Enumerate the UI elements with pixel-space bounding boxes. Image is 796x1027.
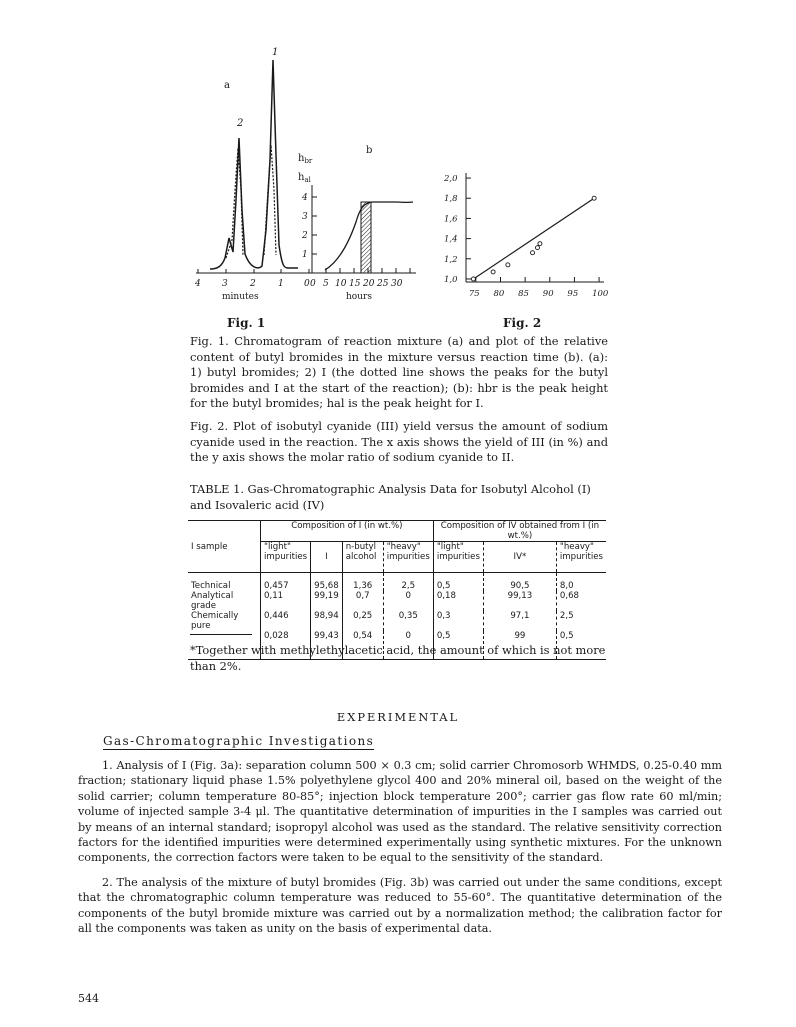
cell: 0,446 — [261, 611, 311, 631]
fig1a-ticks — [198, 269, 309, 273]
fig1b-ytick-3: 3 — [302, 212, 308, 222]
sample-header: I sample — [191, 541, 228, 552]
cell: 0,25 — [342, 611, 383, 631]
fig1b-ytick-2: 2 — [302, 231, 308, 241]
fig1b-xtick-15: 15 — [349, 279, 361, 289]
fig2-fit-line — [473, 198, 594, 279]
cell: 0,5 — [556, 631, 606, 660]
fig2-axes — [466, 173, 604, 282]
row-sample: Technical — [191, 581, 231, 591]
col-header-butyl: n-butyl alcohol — [342, 542, 383, 573]
cell: 97,1 — [483, 611, 556, 631]
row-sample: Analytical grade — [191, 591, 234, 611]
section-subheading: Gas-Chromatographic Investigations — [103, 734, 375, 748]
fig2-ytick-label: 1,8 — [444, 194, 458, 205]
fig2-point — [535, 246, 539, 250]
fig2-ticks — [466, 178, 599, 282]
fig2-ytick-labels — [443, 174, 458, 285]
fig1b-tag: b — [366, 145, 373, 156]
fig1-caption-title: Fig. 1. — [190, 334, 229, 348]
fig1a-tick-1: 1 — [278, 279, 284, 289]
cell: 0,35 — [383, 611, 433, 631]
fig1b-hatched-band — [361, 202, 371, 273]
col-header-iv: IV* — [483, 542, 556, 573]
fig2-point — [471, 277, 475, 281]
fig1b-xtick-5: 5 — [323, 279, 329, 289]
section-body — [78, 758, 722, 945]
section-heading: EXPERIMENTAL — [336, 710, 460, 724]
table-row-analytical — [188, 591, 606, 611]
table1 — [188, 520, 606, 660]
fig1a-tick-4: 4 — [195, 279, 201, 289]
cell: 99,19 — [311, 591, 343, 611]
cell: 0,68 — [556, 591, 606, 611]
cell: 0,5 — [433, 573, 483, 592]
page-number: 544 — [78, 992, 99, 1005]
cell: 95,68 — [311, 573, 343, 592]
fig2-xtick-label: 85 — [518, 289, 529, 299]
cell: 0,3 — [433, 611, 483, 631]
paragraph-1: 1. Analysis of I (Fig. 3a): separation column 500 × 0.3 cm; solid carrier Chromosorb WHMDS, 0.25-0.40 mm fraction; stationary liquid phase 1.5% polyethylene glycol 400 and 20% mineral oil, based on the weight of the solid carrier; column temperature 80-85°; injection block temperature 200°; carrier gas flow rate 60 ml/min; volume of injected sample 3-4 μl. The quantitative determination of impurities in the I samples was carried out by means of an internal standard; isopropyl alcohol was used as the standard. The relative sensitivity correction factors for the identified impurities were determined experimentally using synthetic mixtures. For the unknown components, the correction factors were taken to be equal to the sensitivity of the standard. — [78, 759, 722, 865]
cell: 0 — [383, 591, 433, 611]
fig1b-hal-label: $h_{al}$ — [298, 172, 311, 184]
fig1b-yticks — [312, 197, 317, 254]
fig2-xtick-label: 90 — [542, 289, 554, 299]
fig2-xtick-label: 100 — [592, 289, 609, 299]
cell: 0,7 — [342, 591, 383, 611]
fig1a-xlabel: minutes — [222, 292, 259, 302]
fig1b-xtick-30: 30 — [391, 279, 403, 289]
fig1b-xtick-20: 20 — [363, 279, 375, 289]
col-header-heavy-1: "heavy" impurities — [383, 542, 433, 573]
cell: 90,5 — [483, 573, 556, 592]
cell: 0,54 — [342, 631, 383, 660]
fig2-caption — [190, 419, 608, 466]
fig1-caption — [190, 334, 608, 412]
fig1b-xtick-10: 10 — [335, 279, 347, 289]
cell: 8,0 — [556, 573, 606, 592]
cell: 99,43 — [311, 631, 343, 660]
fig1a-tag: a — [224, 80, 230, 91]
fig2-ytick-label: 1,0 — [444, 274, 458, 285]
fig2-point — [538, 242, 542, 246]
fig2-point — [531, 251, 535, 255]
cell: 0 — [383, 631, 433, 660]
row-sample: Chemically pure — [191, 611, 239, 631]
cell: 2,5 — [383, 573, 433, 592]
hbr-sub: br — [304, 157, 313, 165]
table-row-chemically-pure — [188, 611, 606, 631]
figure-captions — [190, 334, 608, 473]
fig1b-xtick-25: 25 — [377, 279, 389, 289]
chromatogram-solid-trace — [210, 60, 298, 269]
cell: 0,028 — [261, 631, 311, 660]
table1-title: TABLE 1. Gas-Chromatographic Analysis Data for Isobutyl Alcohol (I) and Isovaleric acid (IV) — [190, 482, 591, 512]
table-row-technical — [188, 573, 606, 592]
col-header-heavy-2: "heavy" impurities — [556, 542, 606, 573]
fig2-ytick-label: 1,6 — [444, 214, 458, 225]
fig1b-xlabel: hours — [346, 292, 372, 302]
fig1a-tick-2: 2 — [250, 279, 256, 289]
fig1b-ytick-4: 4 — [302, 193, 308, 203]
fig2-ytick-label: 1,4 — [444, 234, 458, 245]
fig2-ytick-label: 2,0 — [444, 174, 458, 185]
figure-1 — [180, 40, 440, 312]
fig2-point — [506, 263, 510, 267]
cell: 0,5 — [433, 631, 483, 660]
fig1-label: Fig. 1 — [227, 316, 266, 330]
fig1b-ytick-1: 1 — [302, 250, 308, 260]
cell: 99,13 — [483, 591, 556, 611]
fig2-xtick-labels — [469, 289, 609, 299]
fig1a-tick-0: 0 — [304, 279, 310, 289]
cell: 0,18 — [433, 591, 483, 611]
table1-footnote: *Together with methylethylacetic acid, the amount of which is not more than 2%. — [190, 643, 606, 673]
cell: 99 — [483, 631, 556, 660]
fig2-label: Fig. 2 — [503, 316, 542, 330]
peak-label-1: 1 — [272, 47, 279, 58]
cell: 1,36 — [342, 573, 383, 592]
fig1b-xtick-0: 0 — [310, 279, 316, 289]
col-header-light-2: "light" impurities — [433, 542, 483, 573]
cell: 2,5 — [556, 611, 606, 631]
col-header-i: I — [311, 542, 343, 573]
fig2-caption-text: Plot of isobutyl cyanide (III) yield versus the amount of sodium cyanide used in the reaction. The x axis shows the yield of III (in %) and the y axis shows the molar ratio of sodium cyanide to II. — [190, 418, 609, 465]
figure-2 — [440, 165, 615, 312]
fig2-point — [592, 196, 596, 200]
cell: 0,457 — [261, 573, 311, 592]
fig1-caption-text: Chromatogram of reaction mixture (a) and plot of the relative content of butyl bromides in the mixture versus reaction time (b). (a): 1) butyl bromides; 2) I (the dotted line shows the peaks for the butyl bromides and I at the start of the reaction); (b): hbr is the peak height for the butyl bromides; hal is the peak height for I. — [190, 334, 608, 411]
fig2-caption-title: Fig. 2. — [190, 418, 229, 433]
fig2-xtick-label: 75 — [468, 289, 480, 299]
fig2-xtick-label: 95 — [567, 289, 579, 299]
footnote-rule — [190, 634, 252, 635]
cell: 0,11 — [261, 591, 311, 611]
fig1b-hbr-label: $h_{br}$ — [298, 153, 313, 165]
group-header-2: Composition of IV obtained from I (in wt.%) — [433, 521, 606, 542]
fig2-point — [491, 270, 495, 274]
peak-label-2: 2 — [237, 118, 244, 129]
fig2-xtick-label: 80 — [493, 289, 505, 299]
fig2-ytick-label: 1,2 — [444, 254, 458, 265]
hal-sub: al — [304, 176, 311, 184]
cell: 98,94 — [311, 611, 343, 631]
fig1a-tick-3: 3 — [222, 279, 228, 289]
group-header-1: Composition of I (in wt.%) — [261, 521, 434, 542]
paragraph-2: 2. The analysis of the mixture of butyl bromides (Fig. 3b) was carried out under the same conditions, except that the chromatographic column temperature was reduced to 55-60°. The quantitative determination of the components of the butyl bromide mixture was carried out by a normalization method; the calibration factor for all the components was taken as unity on the basis of experimental data. — [78, 875, 722, 936]
table1-header-row-1 — [188, 521, 606, 542]
col-header-light-1: "light" impurities — [261, 542, 311, 573]
